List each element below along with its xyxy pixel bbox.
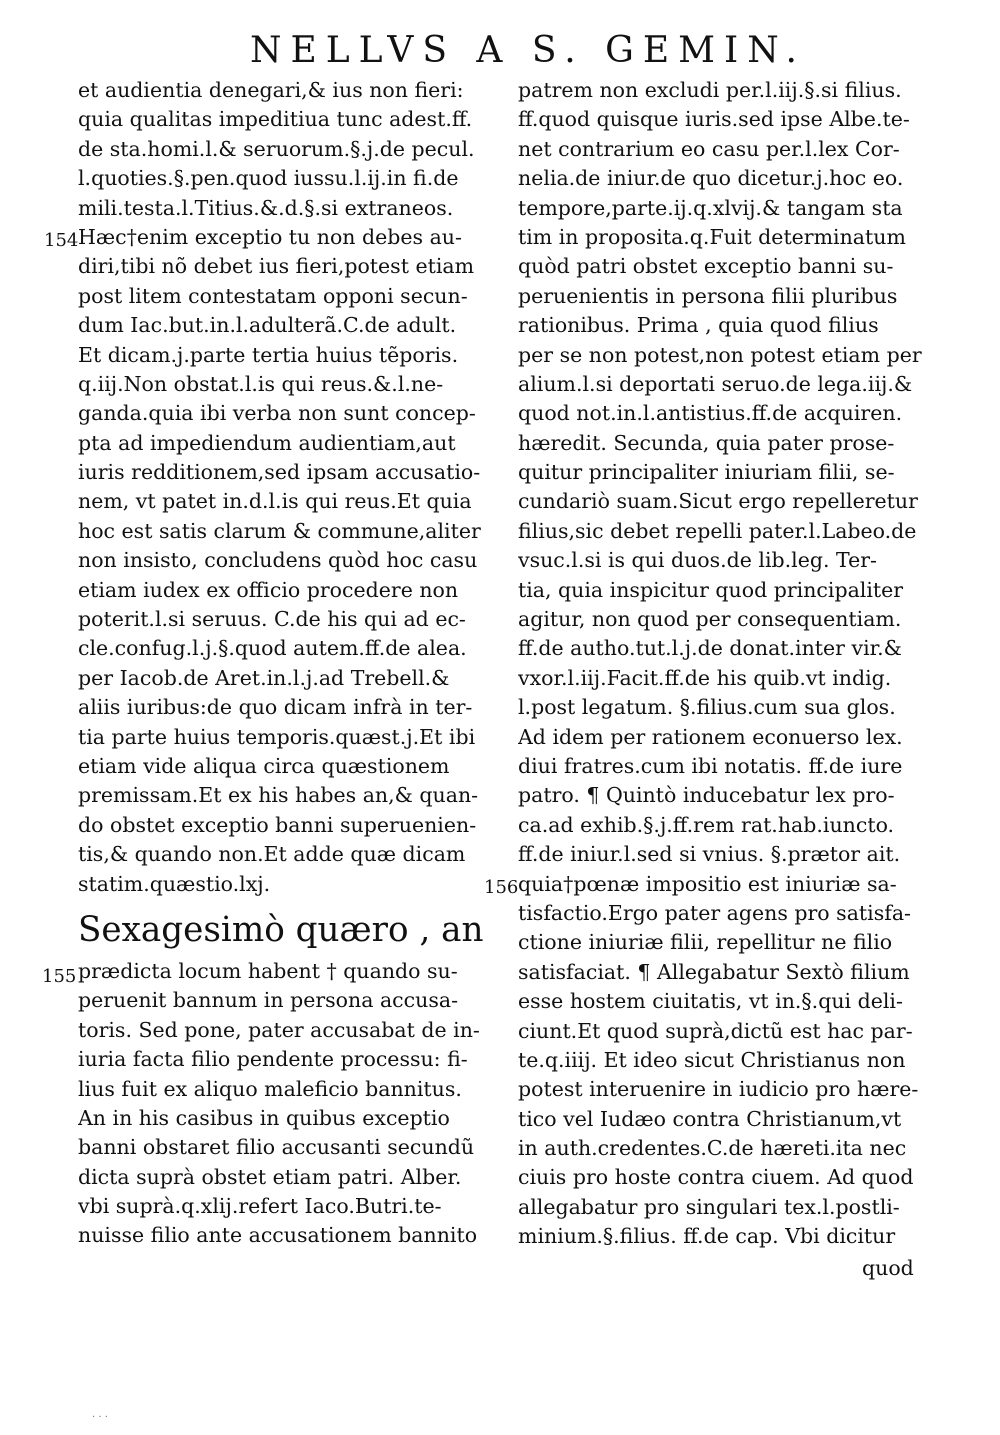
text-line: aliis iuribus:de quo dicam infrà in ter-	[78, 695, 473, 720]
text-line: vsuc.l.si is qui duos.de lib.leg. Ter-	[518, 548, 877, 573]
text-line: filius,sic debet repelli pater.l.Labeo.de	[518, 518, 917, 543]
text-line: ff.quod quisque iuris.sed ipse Albe.te-	[518, 107, 910, 132]
text-line: pta ad impediendum audientiam,aut	[78, 430, 456, 455]
text-line: vbi suprà.q.xlij.refert Iaco.Butri.te-	[78, 1194, 442, 1219]
right-column	[518, 76, 933, 1252]
text-line: q.iij.Non obstat.l.is qui reus.&.l.ne-	[78, 371, 444, 396]
text-line: etiam vide aliqua circa quæstionem	[78, 753, 450, 778]
text-line: l.post legatum. §.filius.cum sua glos.	[518, 695, 896, 720]
text-line: dum Iac.but.in.l.adulterã.C.de adult.	[78, 313, 457, 338]
text-line: prædicta locum habent † quando su-	[78, 958, 458, 983]
text-line: An in his casibus in quibus exceptio	[78, 1105, 450, 1130]
text-line: l.quoties.§.pen.quod iussu.l.ij.in fi.de	[78, 166, 459, 191]
question-heading: Sexagesimò quæro , an	[78, 909, 484, 950]
text-line: tempore,parte.ij.q.xlvij.& tangam sta	[518, 195, 903, 220]
text-line: post litem contestatam opponi secun-	[78, 283, 468, 308]
text-line: net contrarium eo casu per.l.lex Cor-	[518, 136, 900, 161]
text-line: tia, quia inspicitur quod principaliter	[518, 577, 904, 602]
text-line: premissam.Et ex his habes an,& quan-	[78, 783, 479, 808]
text-line: in auth.credentes.C.de hæreti.ita nec	[518, 1136, 907, 1161]
text-line: iuria facta filio pendente processu: fi-	[78, 1047, 468, 1072]
text-line: Et dicam.j.parte tertia huius tẽporis.	[78, 342, 459, 367]
marginal-number-154: 154	[44, 230, 79, 251]
text-line: non insisto, concludens quòd hoc casu	[78, 548, 478, 573]
running-head: NELLVS A S. GEMIN.	[250, 30, 806, 71]
text-line: Ad idem per rationem econuerso lex.	[518, 724, 903, 749]
text-line: quòd patri obstet exceptio banni su-	[518, 254, 894, 279]
text-line: dicta suprà obstet etiam patri. Alber.	[78, 1164, 462, 1189]
text-line: statim.quæstio.lxj.	[78, 871, 271, 896]
text-line: satisfaciat. ¶ Allegabatur Sextò filium	[518, 959, 910, 984]
text-line: ff.de autho.tut.l.j.de donat.inter vir.&	[518, 636, 902, 661]
text-line: de sta.homi.l.& seruorum.§.j.de pecul.	[78, 136, 475, 161]
text-line: banni obstaret filio accusanti secundũ	[78, 1135, 475, 1160]
text-line: potest interuenire in iudicio pro hære-	[518, 1077, 919, 1102]
text-line: quitur principaliter iniuriam filii, se-	[518, 460, 895, 485]
text-line: diui fratres.cum ibi notatis. ff.de iure	[518, 753, 903, 778]
text-line: ganda.quia ibi verba non sunt concep-	[78, 401, 476, 426]
text-line: ca.ad exhib.§.j.ff.rem rat.hab.iuncto.	[518, 812, 895, 837]
text-line: esse hostem ciuitatis, vt in.§.qui deli-	[518, 989, 903, 1014]
text-line: tisfactio.Ergo pater agens pro satisfa-	[518, 900, 911, 925]
marginal-number-155: 155	[42, 966, 77, 987]
text-line: etiam iudex ex officio procedere non	[78, 577, 459, 602]
text-line: tico vel Iudæo contra Christianum,vt	[518, 1106, 902, 1131]
text-line: patrem non excludi per.l.iij.§.si filius.	[518, 78, 902, 102]
text-line: hoc est satis clarum & commune,aliter	[78, 518, 481, 543]
text-line: peruenientis in persona filii pluribus	[518, 283, 898, 308]
text-line: tis,& quando non.Et adde quæ dicam	[78, 842, 466, 867]
text-line: alium.l.si deportati seruo.de lega.iij.&	[518, 371, 913, 396]
text-line: agitur, non quod per consequentiam.	[518, 607, 902, 632]
text-line: lius fuit ex aliquo maleficio bannitus.	[78, 1076, 462, 1101]
text-line: quod not.in.l.antistius.ff.de acquiren.	[518, 401, 903, 426]
text-line: tim in proposita.q.Fuit determinatum	[518, 224, 906, 249]
text-line: ff.de iniur.l.sed si vnius. §.prætor ait.	[518, 842, 901, 867]
text-line: allegabatur pro singulari tex.l.postli-	[518, 1194, 900, 1219]
text-line: nuisse filio ante accusationem bannito	[78, 1223, 478, 1248]
text-line: per se non potest,non potest etiam per	[518, 342, 922, 367]
text-line: minium.§.filius. ff.de cap. Vbi dicitur	[518, 1224, 896, 1249]
text-line: nelia.de iniur.de quo dicetur.j.hoc eo.	[518, 166, 904, 191]
text-line: rationibus. Prima , quia quod filius	[518, 313, 879, 338]
text-line: diri,tibi nõ debet ius fieri,potest etiam	[78, 254, 475, 279]
catchword: quod	[862, 1256, 914, 1280]
text-line: ciuis pro hoste contra ciuem. Ad quod	[518, 1165, 914, 1190]
text-line: vxor.l.iij.Facit.ff.de his quib.vt indig.	[518, 665, 892, 690]
text-line: patro. ¶ Quintò inducebatur lex pro-	[518, 783, 895, 808]
text-line: per Iacob.de Aret.in.l.j.ad Trebell.&	[78, 665, 450, 690]
text-line: toris. Sed pone, pater accusabat de in-	[78, 1017, 480, 1042]
paper-speck-marks: · · ·	[92, 1412, 108, 1423]
text-line: iuris redditionem,sed ipsam accusatio-	[78, 460, 481, 485]
text-line: peruenit bannum in persona accusa-	[78, 988, 459, 1013]
text-line: nem, vt patet in.d.l.is qui reus.Et quia	[78, 489, 472, 514]
text-line: ciunt.Et quod suprà,dictũ est hac par-	[518, 1018, 913, 1043]
text-line: te.q.iiij. Et ideo sicut Christianus non	[518, 1047, 906, 1072]
text-line: tia parte huius temporis.quæst.j.Et ibi	[78, 724, 476, 749]
text-line: hæredit. Secunda, quia pater prose-	[518, 430, 895, 455]
text-line: poterit.l.si seruus. C.de his qui ad ec-	[78, 607, 466, 632]
text-line: quia†pœnæ impositio est iniuriæ sa-	[518, 871, 897, 896]
text-line: quia qualitas impeditiua tunc adest.ff.	[78, 107, 473, 132]
text-line: mili.testa.l.Titius.&.d.§.si extraneos.	[78, 195, 454, 220]
left-column	[78, 76, 488, 1251]
text-line: do obstet exceptio banni superuenien-	[78, 812, 477, 837]
text-line: Hæc†enim exceptio tu non debes au-	[78, 224, 462, 249]
text-line: ctione iniuriæ filii, repellitur ne filio	[518, 930, 893, 955]
text-line: cle.confug.l.j.§.quod autem.ff.de alea.	[78, 636, 467, 661]
text-line: cundariò suam.Sicut ergo repelleretur	[518, 489, 918, 514]
text-line: et audientia denegari,& ius non fieri:	[78, 78, 464, 102]
marginal-number-156: 156	[484, 877, 519, 898]
